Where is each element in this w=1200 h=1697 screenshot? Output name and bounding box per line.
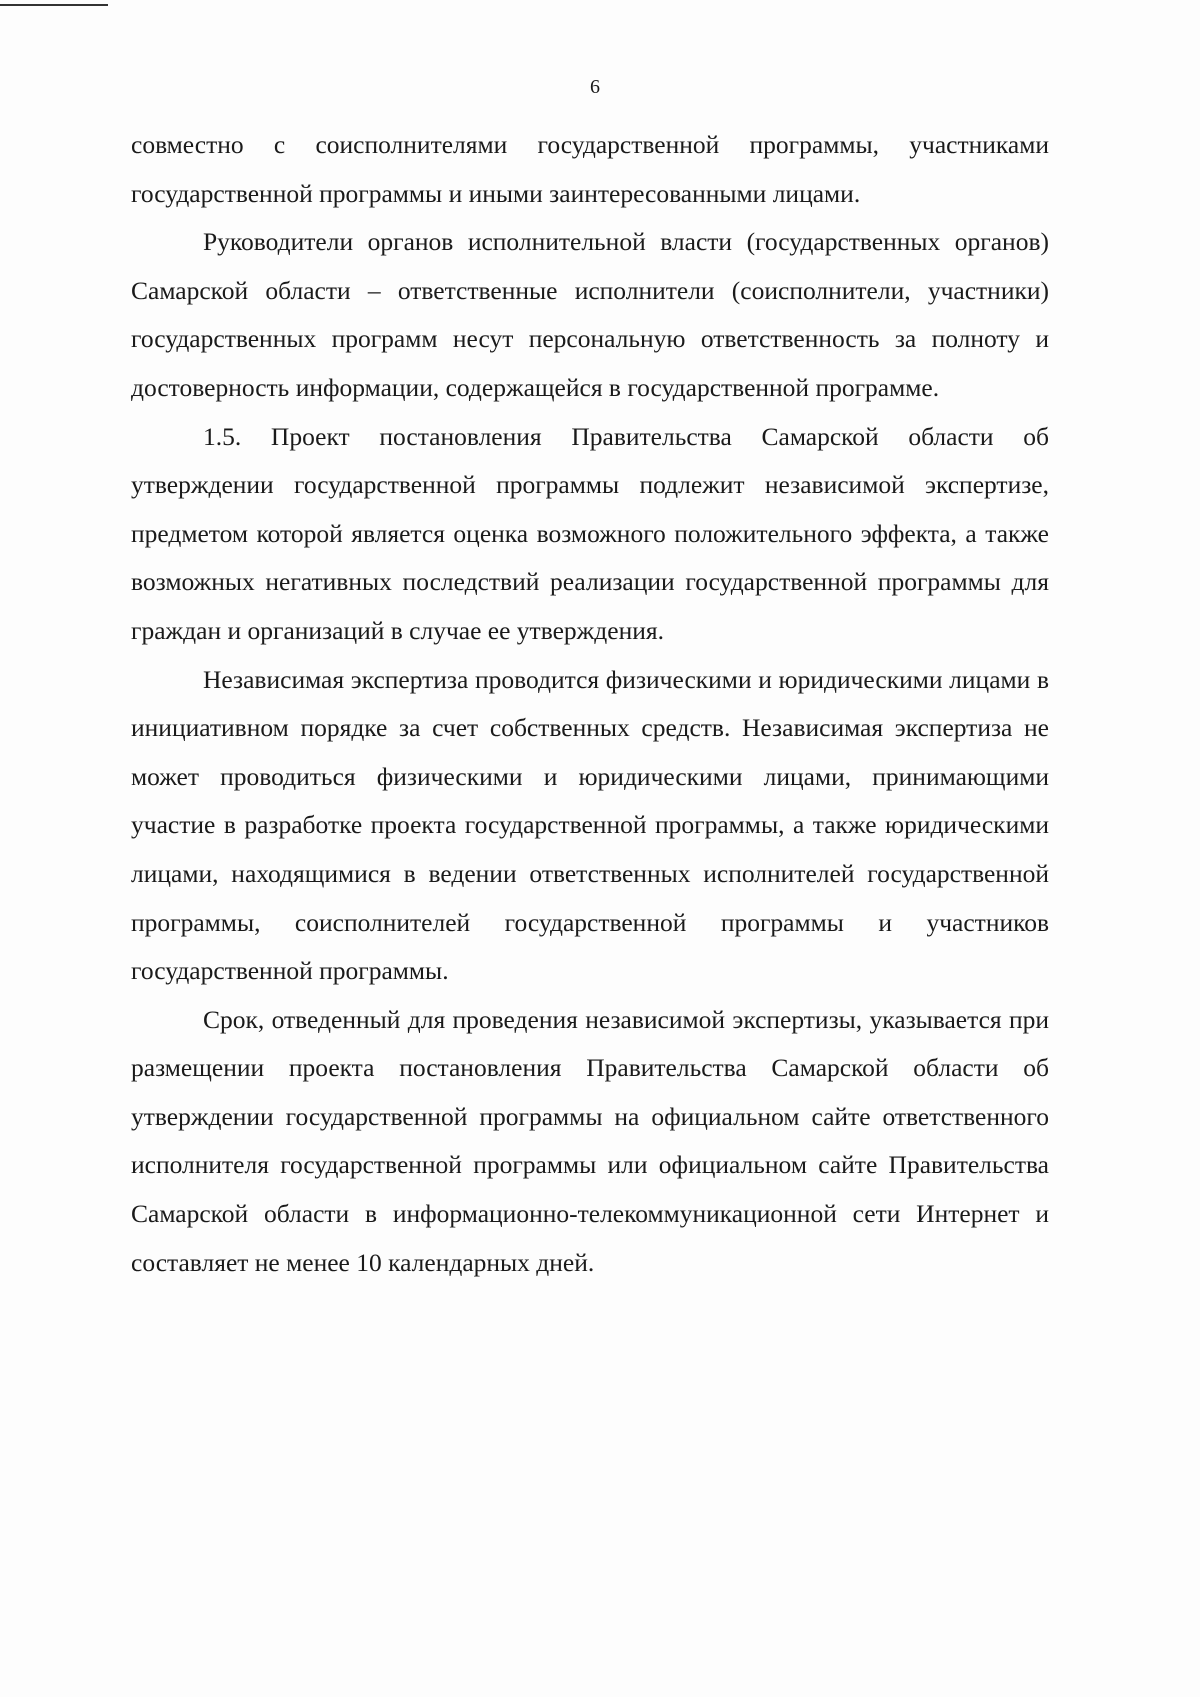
paragraph-expertise-term: Срок, отведенный для проведения независимой экспертизы, указывается при размещении проекта постановления Правительства Самарской области об утверждении государственной программы на официальном сайте ответственного исполнителя государственной программы или официальном сайте Правительства Самарской области в информационно-телекоммуникационной сети Интернет и составляет не менее 10 календарных дней. (131, 1004, 1049, 1277)
paragraph-responsibility: Руководители органов исполнительной власти (государственных органов) Самарской области – ответственные исполнители (соисполнители, участники) государственных программ несут персональную ответственность за полноту и достоверность информации, содержащейся в государственной программе. (131, 227, 1049, 402)
document-body (131, 121, 1049, 1287)
scan-corner-mark (0, 4, 108, 6)
paragraph-independent-expertise: Независимая экспертиза проводится физическими и юридическими лицами в инициативном порядке за счет собственных средств. Независимая экспертиза не может проводиться физическими и юридическими лицами, принимающими участие в разработке проекта государственной программы, а также юридическими лицами, находящимися в ведении ответственных исполнителей государственной программы, соисполнителей государственной программы и участников государственной программы. (131, 664, 1049, 986)
page-number: 6 (590, 76, 600, 98)
paragraph-continuation: совместно с соисполнителями государственной программы, участниками государственной программы и иными заинтересованными лицами. (131, 130, 1049, 208)
paragraph-section-1-5: 1.5. Проект постановления Правительства Самарской области об утверждении государственной программы подлежит независимой экспертизе, предметом которой является оценка возможного положительного эффекта, а также возможных негативных последствий реализации государственной программы для граждан и организаций в случае ее утверждения. (131, 421, 1049, 645)
